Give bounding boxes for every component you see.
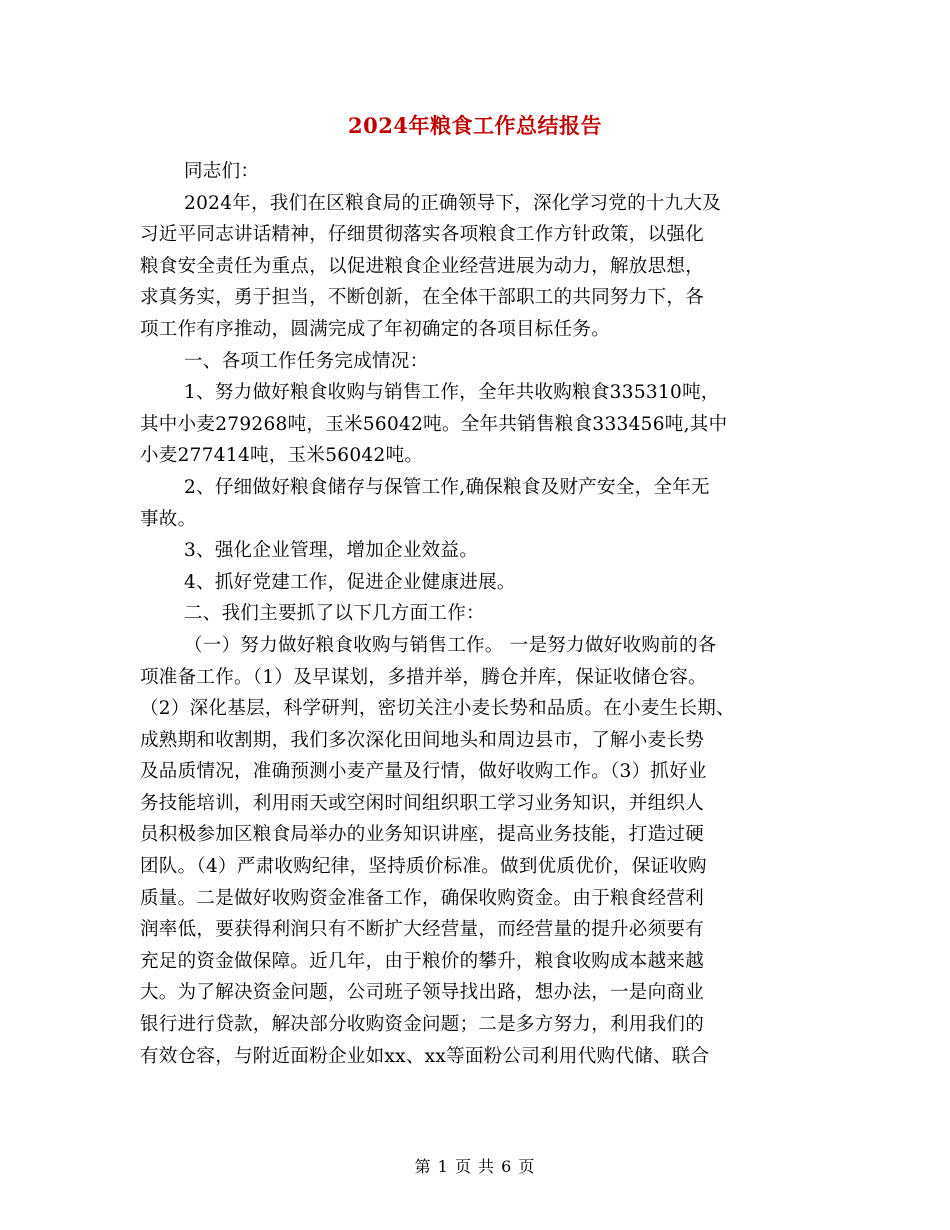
body-line: 2、仔细做好粮食储存与保管工作,确保粮食及财产安全，全年无 (184, 476, 710, 498)
page-number-footer: 第 1 页 共 6 页 (414, 1157, 536, 1176)
body-line: 团队。（4）严肃收购纪律，坚持质价标准。做到优质优价，保证收购 (140, 856, 707, 878)
body-line: 求真务实，勇于担当，不断创新，在全体干部职工的共同努力下，各 (140, 287, 705, 309)
body-line: 润率低，要获得利润只有不断扩大经营量，而经营量的提升必须要有 (140, 919, 705, 941)
body-line: 充足的资金做保障。近几年，由于粮价的攀升，粮食收购成本越来越 (140, 950, 705, 972)
body-line: 有效仓容，与附近面粉企业如xx、xx等面粉公司利用代购代储、联合 (140, 1045, 710, 1067)
body-line: （一）努力做好粮食收购与销售工作。 一是努力做好收购前的各 (184, 634, 717, 656)
body-line: （2）深化基层，科学研判，密切关注小麦长势和品质。在小麦生长期、 (140, 698, 735, 720)
body-line: 4、抓好党建工作，促进企业健康进展。 (184, 571, 516, 593)
body-line: 项工作有序推动，圆满完成了年初确定的各项目标任务。 (140, 318, 611, 340)
body-line: 3、强化企业管理，增加企业效益。 (184, 540, 479, 562)
body-line: 项准备工作。（1）及早谋划，多措并举，腾仓并库，保证收储仓容。 (140, 666, 707, 688)
document-title: 2024年粮食工作总结报告 (348, 113, 602, 138)
body-line: 粮食安全责任为重点，以促进粮食企业经营进展为动力，解放思想， (140, 255, 705, 277)
body-line: 其中小麦279268吨，玉米56042吨。全年共销售粮食333456吨,其中 (140, 413, 728, 435)
body-line: 质量。二是做好收购资金准备工作，确保收购资金。由于粮食经营利 (140, 887, 705, 909)
body-line: 小麦277414吨，玉米56042吨。 (140, 445, 424, 467)
body-line: 成熟期和收割期，我们多次深化田间地头和周边县市，了解小麦长势 (140, 729, 705, 751)
body-line: 务技能培训，利用雨天或空闲时间组织职工学习业务知识，并组织人 (140, 792, 705, 814)
body-line: 2024年，我们在区粮食局的正确领导下，深化学习党的十九大及 (184, 192, 722, 214)
body-line: 及品质情况，准确预测小麦产量及行情，做好收购工作。（3）抓好业 (140, 761, 707, 783)
body-line: 习近平同志讲话精神，仔细贯彻落实各项粮食工作方针政策，以强化 (140, 224, 705, 246)
body-line: 1、努力做好粮食收购与销售工作，全年共收购粮食335310吨， (184, 382, 720, 404)
body-line: 同志们： (184, 161, 260, 182)
body-line: 事故。 (140, 508, 197, 530)
body-line: 一、各项工作任务完成情况： (184, 350, 429, 372)
body-line: 银行进行贷款，解决部分收购资金问题；二是多方努力，利用我们的 (140, 1014, 705, 1036)
body-line: 二、我们主要抓了以下几方面工作： (184, 603, 485, 625)
body-line: 员积极参加区粮食局举办的业务知识讲座，提高业务技能，打造过硬 (140, 824, 705, 846)
body-line: 大。为了解决资金问题，公司班子领导找出路，想办法，一是向商业 (140, 982, 705, 1004)
document-body (140, 156, 805, 1072)
